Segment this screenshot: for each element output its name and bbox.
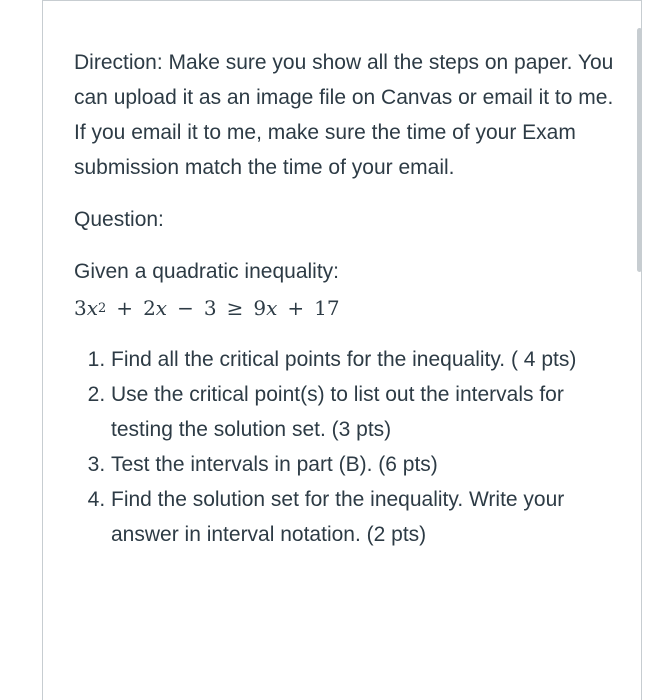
direction-text: Direction: Make sure you show all the steps on paper. You can upload it as an image file on Canvas or email it to me. If you email it to me, make sure the time of your Exam submission match the time of your email.	[74, 51, 614, 179]
question-label: Question:	[74, 208, 164, 231]
prompt-text: Given a quadratic inequality:	[74, 260, 339, 283]
eq-minus: −	[177, 296, 194, 320]
eq-plus: +	[287, 296, 305, 320]
eq-coef-2: 2	[143, 296, 156, 320]
task-list	[74, 342, 626, 552]
eq-var-x: x	[155, 296, 168, 320]
eq-const-3: 3	[203, 296, 217, 320]
list-item: 1. Find all the critical points for the inequality. ( 4 pts)	[111, 342, 626, 377]
inequality-equation: 3 x $^2$ + 2 x − 3 ≥ 9 x + 17	[74, 291, 626, 325]
scrollbar[interactable]	[637, 28, 642, 272]
list-item: 3. Test the intervals in part (B). (6 pts)	[111, 447, 626, 482]
question-card	[42, 0, 642, 700]
eq-coef-9: 9	[253, 296, 267, 320]
list-item: 2. Use the critical point(s) to list out the intervals for testing the solution set. (3 pts)	[111, 377, 626, 447]
eq-relation: ≥	[226, 296, 244, 320]
eq-var-x: x	[86, 296, 99, 320]
eq-const-17: 17	[314, 296, 340, 320]
question-content	[74, 45, 626, 552]
eq-var-x: x	[266, 296, 278, 320]
eq-plus: +	[116, 296, 134, 320]
list-item: 4. Find the solution set for the inequality. Write your answer in interval notation. (2 pts)	[111, 482, 626, 552]
eq-coef-3: 3	[74, 296, 87, 320]
